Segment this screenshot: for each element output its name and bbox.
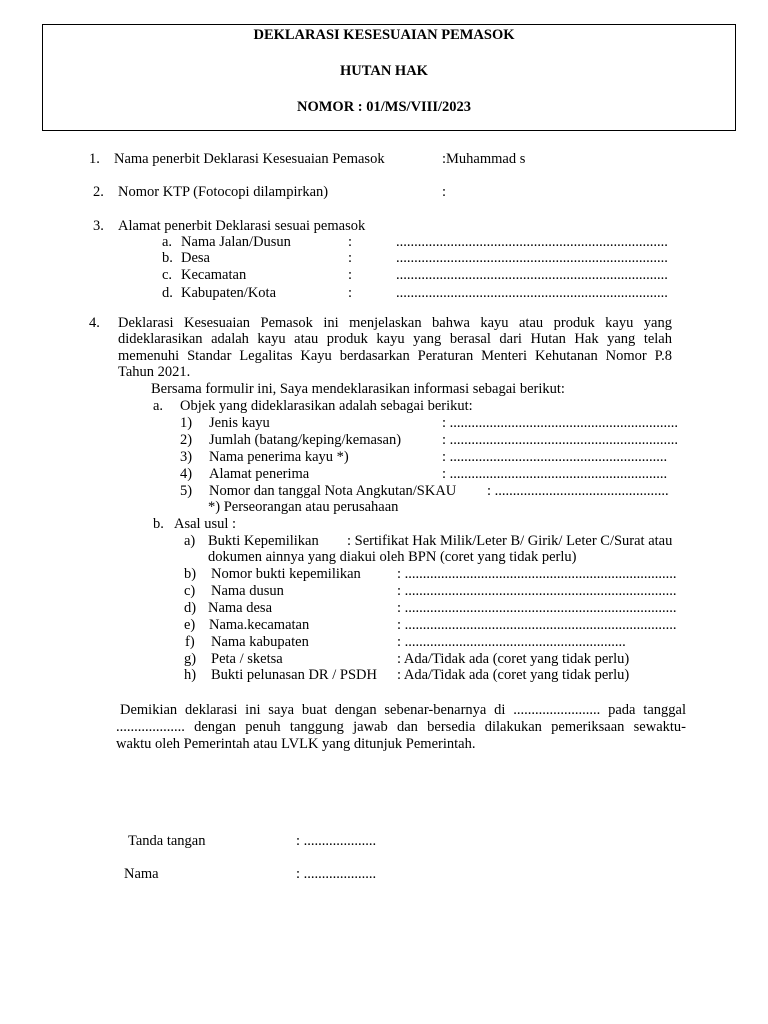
object-row-value: : ............................................................... — [442, 415, 679, 431]
item-2-number: 2. — [93, 184, 104, 200]
section-b-label: Asal usul : — [174, 516, 237, 532]
section-b-letter: b. — [153, 516, 164, 532]
item-3-sub-colon: : — [348, 285, 353, 301]
origin-row-label: Nama kabupaten — [211, 634, 309, 650]
object-row-label: Jenis kayu — [209, 415, 270, 431]
object-row-number: 3) — [180, 449, 193, 465]
item-3-sub-label: Kecamatan — [181, 267, 247, 283]
origin-row-label: Bukti Kepemilikan — [208, 533, 319, 549]
origin-row-value: : ........................................................................... — [397, 617, 677, 633]
section-a-label: Objek yang dideklarasikan adalah sebagai berikut: — [180, 398, 473, 414]
item-3-label: Alamat penerbit Deklarasi sesuai pemasok — [118, 218, 366, 234]
origin-row-number: f) — [185, 634, 195, 650]
item-3-sub-value: ........................................................................... — [396, 250, 668, 266]
signature-field: : .................... — [296, 833, 377, 849]
item-3-sub-colon: : — [348, 234, 353, 250]
object-row-value: : ............................................................ — [442, 449, 668, 465]
origin-row-value: : Ada/Tidak ada (coret yang tidak perlu) — [397, 667, 630, 683]
item-4-paragraph-line: memenuhi Standar Legalitas Kayu berdasarkan Peraturan Menteri Kehutanan Nomor P.8 — [118, 348, 672, 364]
document-number: NOMOR : 01/MS/VIII/2023 — [297, 99, 471, 115]
origin-row-number: h) — [184, 667, 197, 683]
origin-row-value: : ........................................................................... — [397, 566, 677, 582]
object-row-value: : ............................................................ — [442, 466, 668, 482]
origin-row-number: d) — [184, 600, 197, 616]
item-3-sub-value: ........................................................................... — [396, 234, 668, 250]
item-3-sub-letter: b. — [162, 250, 173, 266]
origin-row-value: : ........................................................................... — [397, 583, 677, 599]
item-4-paragraph-line: Tahun 2021. — [118, 364, 191, 380]
origin-row-label: Nomor bukti kepemilikan — [211, 566, 361, 582]
item-3-sub-value: ........................................................................... — [396, 285, 668, 301]
object-row-label: Nama penerima kayu *) — [209, 449, 349, 465]
item-2-value: : — [442, 184, 447, 200]
closing-line: waktu oleh Pemerintah atau LVLK yang ditunjuk Pemerintah. — [116, 736, 476, 752]
signature-label: Tanda tangan — [128, 833, 206, 849]
item-3-sub-label: Nama Jalan/Dusun — [181, 234, 291, 250]
origin-row-number: a) — [184, 533, 196, 549]
item-4-intro: Bersama formulir ini, Saya mendeklarasikan informasi sebagai berikut: — [151, 381, 565, 397]
origin-row-label: Bukti pelunasan DR / PSDH — [211, 667, 377, 683]
item-3-sub-colon: : — [348, 250, 353, 266]
closing-line: ................... dengan penuh tanggung jawab dan bersedia dilakukan pemeriksaan sewaktu- — [116, 719, 686, 735]
origin-row-number: c) — [184, 583, 196, 599]
object-row-number: 4) — [180, 466, 193, 482]
section-a-letter: a. — [153, 398, 164, 414]
document-title: DEKLARASI KESESUAIAN PEMASOK — [253, 27, 515, 43]
item-4-paragraph-line: dideklarasikan adalah kayu atau produk kayu yang berasal dari Hutan Hak yang telah — [118, 331, 672, 347]
item-1-number: 1. — [89, 151, 100, 167]
object-row-number: 1) — [180, 415, 193, 431]
origin-row-value: : Sertifikat Hak Milik/Leter B/ Girik/ Leter C/Surat atau — [347, 533, 673, 549]
item-4-paragraph-line: Deklarasi Kesesuaian Pemasok ini menjelaskan bahwa kayu atau produk kayu yang — [118, 315, 672, 331]
origin-row-label: Nama desa — [208, 600, 273, 616]
item-3-sub-value: ........................................................................... — [396, 267, 668, 283]
name-label: Nama — [124, 866, 159, 882]
item-1-label: Nama penerbit Deklarasi Kesesuaian Pemasok — [114, 151, 385, 167]
origin-row-number: e) — [184, 617, 196, 633]
origin-row-value: : Ada/Tidak ada (coret yang tidak perlu) — [397, 651, 630, 667]
origin-row-value: : ............................................................. — [397, 634, 626, 650]
origin-row-label: Peta / sketsa — [211, 651, 283, 667]
item-4-number: 4. — [89, 315, 100, 331]
item-3-sub-label: Desa — [181, 250, 210, 266]
origin-row-label: Nama.kecamatan — [209, 617, 310, 633]
item-3-sub-letter: a. — [162, 234, 173, 250]
item-3-sub-colon: : — [348, 267, 353, 283]
document-subtitle: HUTAN HAK — [340, 63, 428, 79]
object-row-label: Nomor dan tanggal Nota Angkutan/SKAU — [209, 483, 457, 499]
item-3-sub-label: Kabupaten/Kota — [181, 285, 277, 301]
origin-row-value: : ........................................................................... — [397, 600, 677, 616]
object-row-label: Jumlah (batang/keping/kemasan) — [209, 432, 402, 448]
name-field: : .................... — [296, 866, 377, 882]
item-3-number: 3. — [93, 218, 104, 234]
item-3-sub-letter: c. — [162, 267, 173, 283]
origin-row-number: g) — [184, 651, 197, 667]
object-row-value: : ................................................ — [487, 483, 669, 499]
object-row-value: : ............................................................... — [442, 432, 679, 448]
item-3-sub-letter: d. — [162, 285, 173, 301]
item-2-label: Nomor KTP (Fotocopi dilampirkan) — [118, 184, 329, 200]
closing-line: Demikian deklarasi ini saya buat dengan sebenar-benarnya di ........................ pada tanggal — [120, 702, 686, 718]
item-1-value: :Muhammad s — [442, 151, 526, 167]
object-row-label: Alamat penerima — [209, 466, 310, 482]
origin-row-label: Nama dusun — [211, 583, 284, 599]
origin-row-continuation: dokumen ainnya yang diakui oleh BPN (coret yang tidak perlu) — [208, 549, 577, 565]
object-row-number: 5) — [180, 483, 193, 499]
object-footnote: *) Perseorangan atau perusahaan — [208, 499, 399, 515]
origin-row-number: b) — [184, 566, 197, 582]
object-row-number: 2) — [180, 432, 193, 448]
